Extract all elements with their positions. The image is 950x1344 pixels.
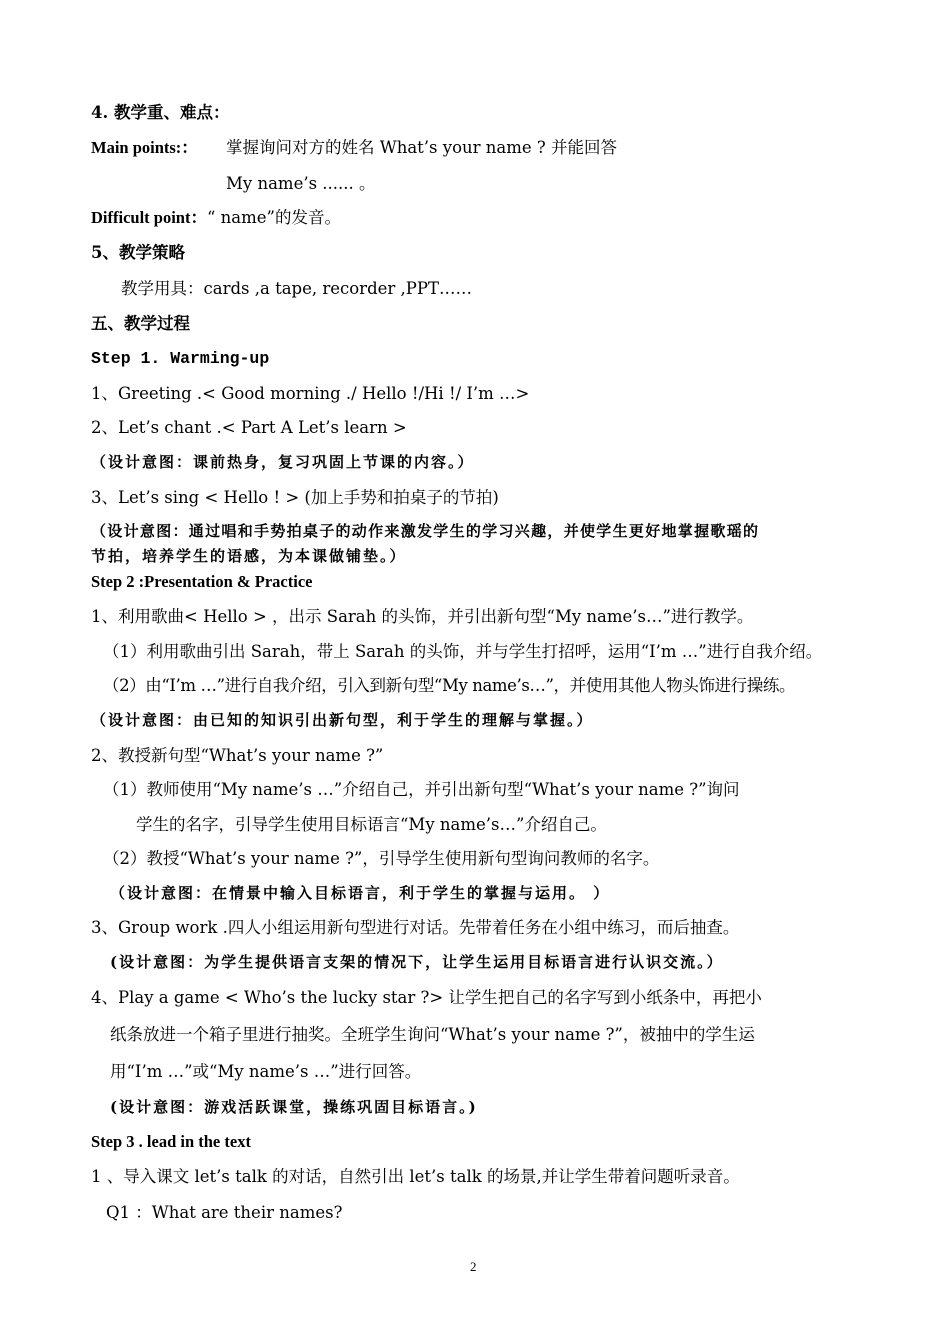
difficult-point-label: Difficult point：: [91, 208, 207, 227]
step2-item1: 1、利用歌曲< Hello > ，出示 Sarah 的头饰，并引出新句型“My name’s…”进行教学。: [91, 607, 754, 626]
main-points-answer: My name’s ...... 。: [226, 174, 376, 193]
step2-item1-sub1: （1）利用歌曲引出 Sarah，带上 Sarah 的头饰，并与学生打招呼，运用“I’m …”进行自我介绍。: [103, 642, 823, 661]
section4-heading: 4. 教学重、难点：: [91, 103, 230, 122]
main-points-text: 掌握询问对方的姓名 What’s your name ? 并能回答: [226, 138, 617, 157]
step1-design-note1: （设计意图：课前热身，复习巩固上节课的内容。）: [91, 453, 475, 471]
process-heading: 五、教学过程: [91, 314, 190, 333]
step2-design-note1: （设计意图：由已知的知识引出新句型，利于学生的理解与掌握。）: [91, 711, 594, 729]
step2-item1-sub2: （2）由“I’m …”进行自我介绍，引入到新句型“My name’s…”，并使用其他人物头饰进行操练。: [103, 676, 796, 695]
step2-item2: 2、教授新句型“What’s your name ?”: [91, 746, 384, 765]
step2-item4-line1: 4、Play a game < Who’s the lucky star ?> 让学生把自己的名字写到小纸条中，再把小: [91, 988, 762, 1007]
page-number: 2: [470, 1259, 477, 1274]
step1-title: Step 1. Warming-up: [91, 349, 270, 368]
difficult-point-line: [91, 207, 341, 229]
step1-item3: 3、Let’s sing < Hello ! > (加上手势和拍桌子的节拍): [91, 488, 499, 507]
step1-item1: 1、Greeting .< Good morning ./ Hello !/Hi !/ I’m …>: [91, 384, 530, 403]
step2-item2-sub1-line2: 学生的名字，引导学生使用目标语言“My name’s…”介绍自己。: [136, 815, 607, 834]
step2-item4-line3: 用“I’m …”或“My name’s …”进行回答。: [110, 1062, 422, 1081]
step1-item2: 2、Let’s chant .< Part A Let’s learn >: [91, 418, 407, 437]
main-points-label: Main points:：: [91, 138, 198, 157]
step3-question1: Q1 ：What are their names?: [106, 1203, 343, 1222]
step1-design-note2-line2: 节拍，培养学生的语感，为本课做铺垫。）: [91, 547, 407, 565]
step1-design-note2-line1: （设计意图：通过唱和手势拍桌子的动作来激发学生的学习兴趣，并使学生更好地掌握歌瑶的: [91, 522, 760, 540]
step2-design-note3: (设计意图：为学生提供语言支架的情况下，让学生运用目标语言进行认识交流。）: [110, 953, 724, 971]
difficult-point-text: “ name”的发音。: [206, 208, 341, 227]
section5-heading: 5、教学策略: [91, 243, 185, 262]
teaching-tools: 教学用具：cards ,a tape, recorder ,PPT……: [121, 279, 472, 298]
step2-item2-sub1-line1: （1）教师使用“My name’s …”介绍自己，并引出新句型“What’s your name ?”询问: [103, 780, 740, 799]
step2-item2-sub2: （2）教授“What’s your name ?”，引导学生使用新句型询问教师的名字。: [103, 849, 660, 868]
step2-design-note2: （设计意图：在情景中输入目标语言，利于学生的掌握与运用。 ）: [110, 884, 611, 902]
step2-item4-line2: 纸条放进一个箱子里进行抽奖。全班学生询问“What’s your name ?”，被抽中的学生运: [110, 1025, 755, 1044]
step2-title: Step 2 :Presentation & Practice: [91, 572, 313, 591]
step3-item1: 1 、导入课文 let’s talk 的对话，自然引出 let’s talk 的场景,并让学生带着问题听录音。: [91, 1167, 740, 1186]
step3-title: Step 3 . lead in the text: [91, 1132, 251, 1151]
step2-item3: 3、Group work .四人小组运用新句型进行对话。先带着任务在小组中练习，而后抽查。: [91, 918, 740, 937]
step2-design-note4: (设计意图：游戏活跃课堂，操练巩固目标语言。): [110, 1098, 478, 1116]
